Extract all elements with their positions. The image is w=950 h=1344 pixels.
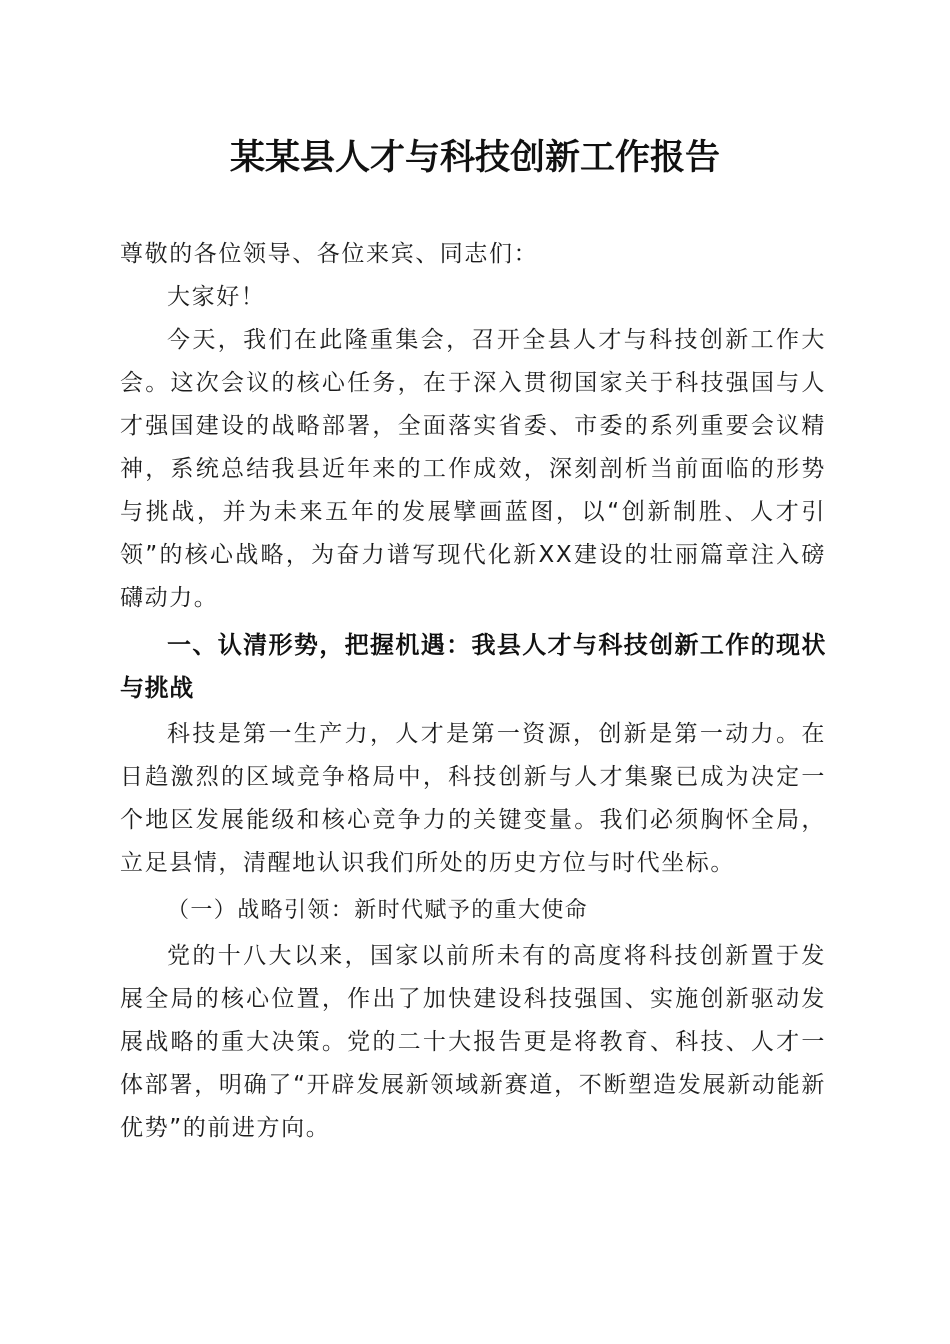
subsection-1-body-paragraph: 党的十八大以来，国家以前所未有的高度将科技创新置于发展全局的核心位置，作出了加快建设科技强国、实施创新驱动发展战略的重大决策。党的二十大报告更是将教育、科技、人才一体部署，明确了“开辟发展新领域新赛道，不断塑造发展新动能新优势”的前进方向。 <box>120 943 826 1141</box>
greeting: 大家好！ <box>167 284 266 310</box>
section-1-intro-paragraph: 科技是第一生产力，人才是第一资源，创新是第一动力。在日趋激烈的区域竞争格局中，科技创新与人才集聚已成为决定一个地区发展能级和核心竞争力的关键变量。我们必须胸怀全局，立足县情，清醒地认识我们所处的历史方位与时代坐标。 <box>120 721 826 876</box>
section-heading-1: 一、认清形势，把握机遇：我县人才与科技创新工作的现状与挑战 <box>120 631 826 702</box>
document-title: 某某县人才与科技创新工作报告 <box>229 137 720 178</box>
intro-paragraph: 今天，我们在此隆重集会，召开全县人才与科技创新工作大会。这次会议的核心任务，在于深入贯彻国家关于科技强国与人才强国建设的战略部署，全面落实省委、市委的系列重要会议精神，系统总结我县近年来的工作成效，深刻剖析当前面临的形势与挑战，并为未来五年的发展擘画蓝图，以“创新制胜、人才引领”的核心战略，为奋力谱写现代化新XX建设的壮丽篇章注入磅礴动力。 <box>120 327 826 611</box>
salutation: 尊敬的各位领导、各位来宾、同志们： <box>120 241 539 267</box>
document-body <box>120 233 826 1150</box>
subsection-heading-1: （一）战略引领：新时代赋予的重大使命 <box>167 898 589 923</box>
